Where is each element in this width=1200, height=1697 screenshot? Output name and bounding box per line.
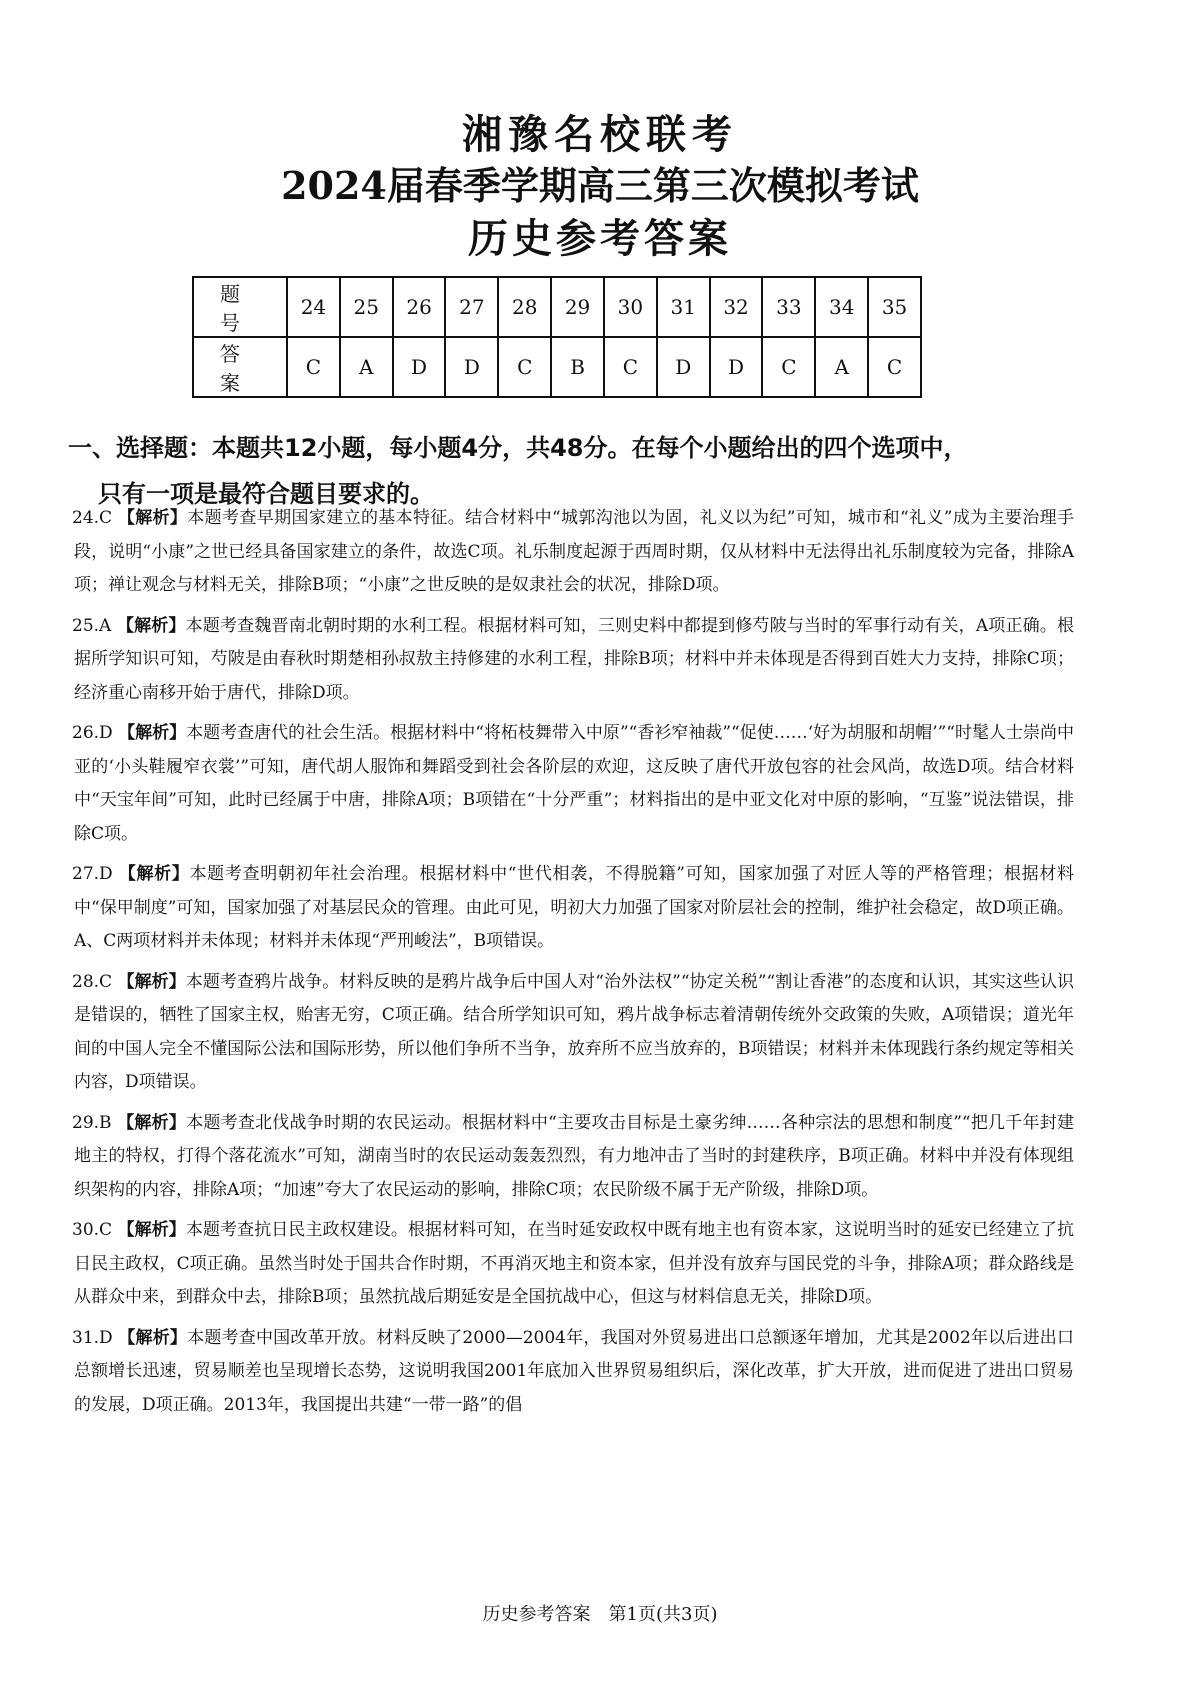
row-label-answer: 答 案	[193, 337, 287, 397]
item-tag: 【解析】	[118, 723, 187, 743]
explanation-item	[74, 966, 1074, 1100]
section-heading-line1: 一、选择题：本题共12小题，每小题4分，共48分。在每个小题给出的四个选项中，	[68, 434, 968, 462]
item-text: 本题考查北伐战争时期的农民运动。根据材料中“主要攻击目标是土豪劣绅……各种宗法的思想和制度”“把几千年封建地主的特权，打得个落花流水”可知，湖南当时的农民运动轰轰烈烈，有力地冲击了当时的封建秩序，B项正确。材料中并没有体现组织架构的内容，排除A项；“加速”夸大了农民运动的影响，排除C项；农民阶级不属于无产阶级，排除D项。	[74, 1112, 1074, 1200]
exam-name-title: 2024届春季学期高三第三次模拟考试	[281, 163, 919, 208]
item-text: 本题考查抗日民主政权建设。根据材料可知，在当时延安政权中既有地主也有资本家，这说明当时的延安已经建立了抗日民主政权，C项正确。虽然当时处于国共合作时期，不再消灭地主和资本家，但并没有放弃与国民党的斗争，排除A项；群众路线是从群众中来，到群众中去，排除B项；虽然抗战后期延安是全国抗战中心，但这与材料信息无关，排除D项。	[74, 1220, 1075, 1307]
item-text: 本题考查明朝初年社会治理。根据材料中“世代相袭，不得脱籍”可知，国家加强了对匠人等的严格管理；根据材料中“保甲制度”可知，国家加强了对基层民众的管理。由此可见，明初大力加强了国家对阶层社会的控制，维护社会稳定，故D项正确。A、C两项材料并未体现；材料并未体现“严刑峻法”，B项错误。	[74, 864, 1075, 951]
answer-key-title: 历史参考答案	[468, 215, 732, 262]
question-number: 30	[604, 277, 657, 337]
item-tag: 【解析】	[118, 864, 190, 884]
section-heading-line2: 只有一项是最符合题目要求的。	[98, 480, 434, 508]
item-number: 28.C	[72, 971, 113, 992]
item-tag: 【解析】	[118, 1327, 188, 1348]
explanation-item	[74, 610, 1074, 711]
explanation-item	[74, 502, 1074, 603]
explanation-item	[74, 717, 1074, 851]
item-text: 本题考查鸦片战争。材料反映的是鸦片战争后中国人对“治外法权”“协定关税”“割让香港”的态度和认识，其实这些认识是错误的，牺牲了国家主权，贻害无穷，C项正确。结合所学知识可知，鸦片战争标志着清朝传统外交政策的失败，A项错误；道光年间的中国人完全不懂国际公法和国际形势，所以他们争所不当争，放弃所不应当放弃的，B项错误；材料并未体现践行条约规定等相关内容，D项错误。	[74, 971, 1075, 1092]
page-footer: 历史参考答案 第1页(共3页)	[482, 1604, 718, 1625]
answer-cell: A	[340, 337, 393, 397]
explanation-item	[74, 1107, 1074, 1208]
answer-cell: B	[551, 337, 604, 397]
answer-row	[193, 337, 921, 397]
question-number-row	[193, 277, 921, 337]
question-number: 24	[287, 277, 340, 337]
explanation-item	[74, 1322, 1074, 1423]
item-number: 27.D	[72, 864, 113, 884]
item-number: 29.B	[72, 1112, 112, 1133]
item-text: 本题考查中国改革开放。材料反映了2000—2004年，我国对外贸易进出口总额逐年增加，尤其是2002年以后进出口总额增长迅速，贸易顺差也呈现增长态势，这说明我国2001年底加入世界贸易组织后，深化改革，扩大开放，进而促进了进出口贸易的发展，D项正确。2013年，我国提出共建“一带一路”的倡	[74, 1327, 1075, 1415]
item-number: 31.D	[72, 1327, 113, 1348]
item-text: 本题考查早期国家建立的基本特征。结合材料中“城郭沟池以为固，礼义以为纪”可知，城市和“礼义”成为主要治理手段，说明“小康”之世已经具备国家建立的条件，故选C项。礼乐制度起源于西周时期，仅从材料中无法得出礼乐制度较为完备，排除A项；禅让观念与材料无关，排除B项；“小康”之世反映的是奴隶社会的状况，排除D项。	[74, 508, 1075, 595]
item-number: 24.C	[72, 508, 113, 528]
question-number: 33	[762, 277, 815, 337]
question-number: 29	[551, 277, 604, 337]
answer-cell: D	[445, 337, 498, 397]
answer-cell: D	[657, 337, 710, 397]
item-tag: 【解析】	[117, 971, 186, 992]
item-text: 本题考查唐代的社会生活。根据材料中“将柘枝舞带入中原”“香衫窄袖裁”“促使……‘好为胡服和胡帽’”“时髦人士崇尚中亚的‘小头鞋履窄衣裳’”可知，唐代胡人服饰和舞蹈受到社会各阶层的欢迎，这反映了唐代开放包容的社会风尚，故选D项。结合材料中“天宝年间”可知，此时已经属于中唐，排除A项；B项错在“十分严重”；材料指出的是中亚文化对中原的影响，“互鉴”说法错误，排除C项。	[74, 723, 1075, 844]
item-tag: 【解析】	[116, 615, 186, 636]
question-number: 35	[868, 277, 921, 337]
question-number: 25	[340, 277, 393, 337]
item-number: 25.A	[72, 615, 112, 636]
question-number: 26	[393, 277, 446, 337]
item-tag: 【解析】	[117, 508, 188, 528]
answer-cell: C	[762, 337, 815, 397]
answer-cell: C	[604, 337, 657, 397]
title-block	[0, 110, 1200, 266]
exam-series-title: 湘豫名校联考	[462, 111, 738, 158]
item-tag: 【解析】	[117, 1220, 186, 1240]
item-tag: 【解析】	[117, 1112, 187, 1133]
question-number: 34	[815, 277, 868, 337]
question-number: 32	[710, 277, 763, 337]
answer-cell: D	[710, 337, 763, 397]
answer-cell: C	[498, 337, 551, 397]
answer-table	[192, 276, 922, 398]
question-number: 31	[657, 277, 710, 337]
row-label-number: 题 号	[193, 277, 287, 337]
answer-cell: C	[287, 337, 340, 397]
explanation-item	[74, 858, 1074, 959]
answer-cell: D	[393, 337, 446, 397]
question-number: 27	[445, 277, 498, 337]
explanation-item	[74, 1214, 1074, 1315]
item-text: 本题考查魏晋南北朝时期的水利工程。根据材料可知，三则史料中都提到修芍陂与当时的军事行动有关，A项正确。根据所学知识可知，芍陂是由春秋时期楚相孙叔敖主持修建的水利工程，排除B项；材料中并未体现是否得到百姓大力支持，排除C项；经济重心南移开始于唐代，排除D项。	[74, 615, 1075, 703]
answer-explanations	[74, 502, 1074, 1429]
answer-cell: A	[815, 337, 868, 397]
item-number: 30.C	[72, 1220, 113, 1240]
question-number: 28	[498, 277, 551, 337]
answer-cell: C	[868, 337, 921, 397]
item-number: 26.D	[72, 723, 113, 743]
